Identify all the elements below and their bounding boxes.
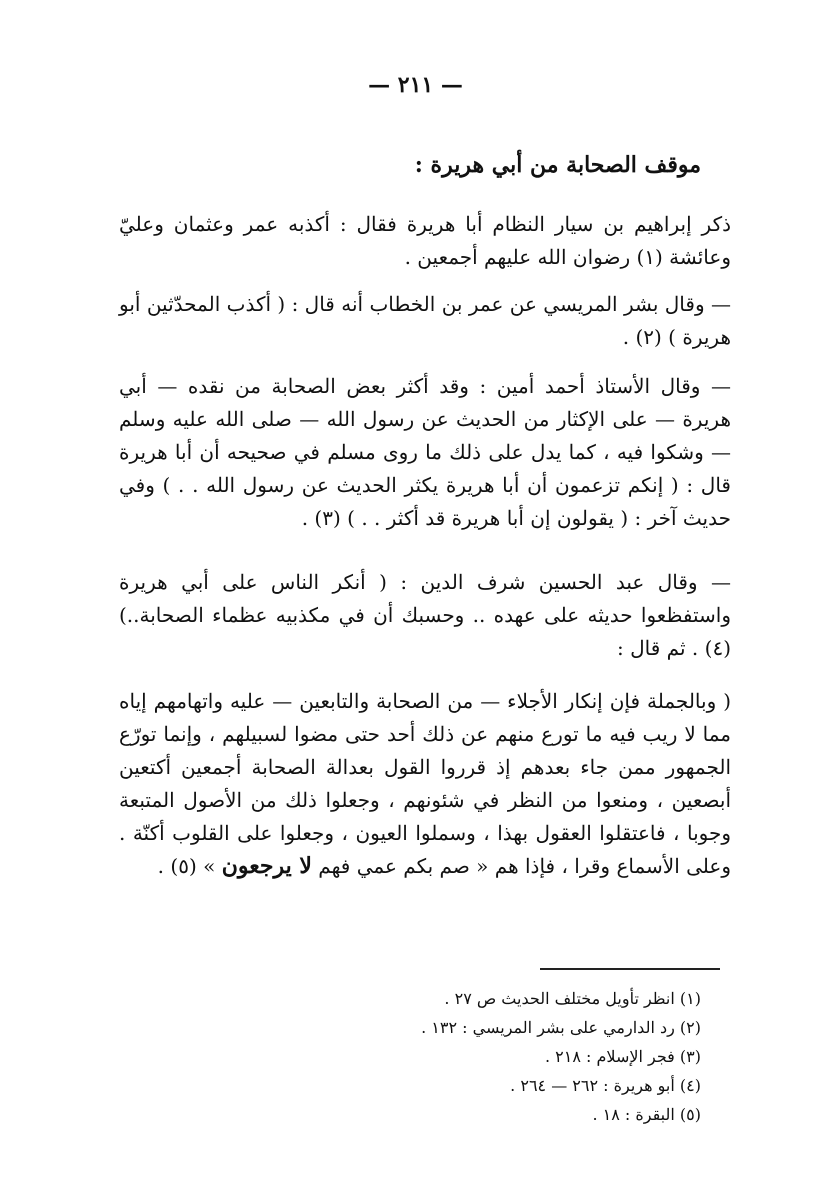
- page-number: — ٢١١ —: [368, 72, 463, 98]
- footnote-1: (١) انظر تأويل مختلف الحديث ص ٢٧ .: [444, 989, 701, 1008]
- paragraph-nazzam: ذكر إبراهيم بن سيار النظام أبا هريرة فقال : أكذبه عمر وعثمان وعليّ وعائشة (١) رضوان الله عليهم أجمعين .: [119, 212, 731, 269]
- quotation-end: » (٥) .: [157, 854, 216, 878]
- paragraph-marisi: — وقال بشر المريسي عن عمر بن الخطاب أنه قال : ( أكذب المحدّثين أبو هريرة ) (٢) .: [119, 292, 731, 349]
- footnotes-list: [241, 984, 701, 1129]
- footnote-2: (٢) رد الدارمي على بشر المريسي : ١٣٢ .: [421, 1018, 701, 1037]
- paragraph-ahmad-amin: — وقال الأستاذ أحمد أمين : وقد أكثر بعض الصحابة من نقده — أبي هريرة — على الإكثار من الحديث عن رسول الله — صلى الله عليه وسلم — وشكوا فيه ، كما يدل على ذلك ما روى مسلم في صحيحه أن أبا هريرة قال : ( إنكم تزعمون أن أبا هريرة يكثر الحديث عن رسول الله . . ) وفي حديث آخر : ( يقولون إن أبا هريرة قد أكثر . . ) (٣) .: [119, 374, 731, 530]
- quotation-text: ( وبالجملة فإن إنكار الأجلاء — من الصحابة والتابعين — عليه واتهامهم إياه مما لا ريب فيه ما تورع منهم عن ذلك أحد حتى مضوا لسبيلهم ، وإنما تورّع الجمهور ممن جاء بعدهم إذ قرروا القول بعدالة الصحابة أجمعين أكتعين أبصعين ، ومنعوا من النظر في شئونهم ، وجعلوا ذلك من الأصول المتبعة وجوبا ، فاعتقلوا العقول بهذا ، وسملوا العيون ، وجعلوا على القلوب أكنّة . وعلى الأسماع وقرا ، فإذا هم « صم بكم عمي فهم: [119, 689, 731, 878]
- paragraph-sharaf-al-din: — وقال عبد الحسين شرف الدين : ( أنكر الناس على أبي هريرة واستفظعوا حديثه على عهده .. وحسبك أن في مكذبيه عظماء الصحابة..) (٤) . ثم قال :: [119, 570, 731, 660]
- footnote-separator: [540, 968, 720, 970]
- section-heading: موقف الصحابة من أبي هريرة :: [414, 152, 701, 178]
- paragraph-quotation: [119, 685, 731, 883]
- footnote-3: (٣) فجر الإسلام : ٢١٨ .: [544, 1047, 701, 1066]
- footnote-4: (٤) أبو هريرة : ٢٦٢ — ٢٦٤ .: [510, 1076, 701, 1095]
- quotation-bold-tail: لا يرجعون: [221, 853, 312, 879]
- footnote-5: (٥) البقرة : ١٨ .: [592, 1105, 701, 1124]
